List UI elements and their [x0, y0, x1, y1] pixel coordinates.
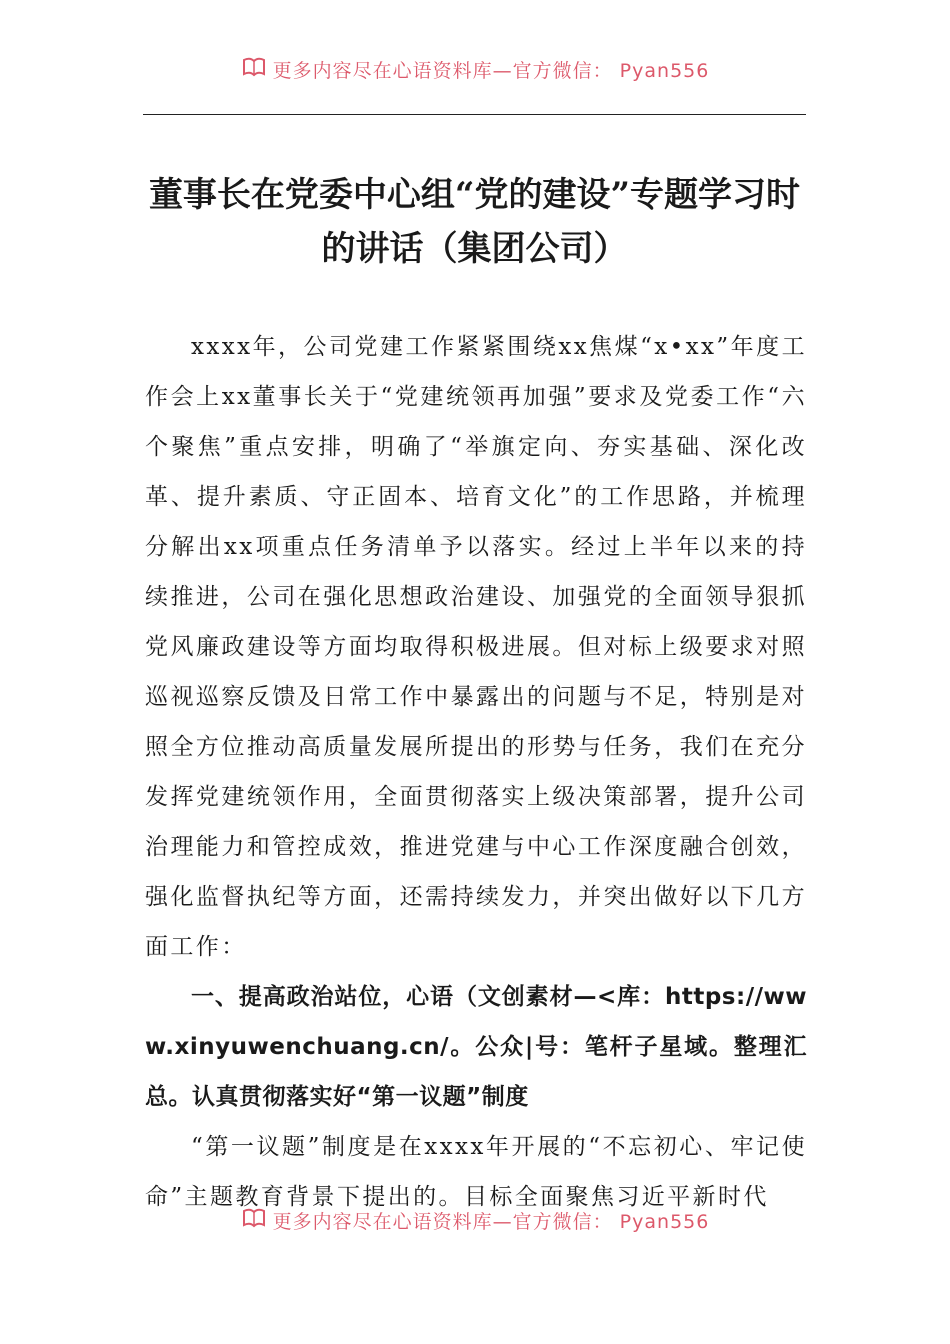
section-heading-1: 一、提高政治站位，心语（文创素材—<库：https://www.xinyuwenchuang.cn/。公众|号：笔杆子星域。整理汇总。认真贯彻落实好“第一议题”制度 — [145, 984, 807, 1110]
watermark-header — [0, 56, 950, 86]
watermark-text: 更多内容尽在心语资料库—官方微信： Pyan556 — [272, 60, 710, 82]
watermark-footer — [0, 1207, 950, 1237]
book-logo-icon — [241, 56, 267, 86]
header-rule — [143, 114, 806, 115]
watermark-text: 更多内容尽在心语资料库—官方微信： Pyan556 — [272, 1211, 710, 1233]
book-logo-icon — [241, 1207, 267, 1237]
paragraph-first-topic: “第一议题”制度是在xxxx年开展的“不忘初心、牢记使命”主题教育背景下提出的。目标全面聚焦习近平新时代 — [145, 1134, 807, 1210]
paragraph-intro: xxxx年，公司党建工作紧紧围绕xx焦煤“x•xx”年度工作会上xx董事长关于“党建统领再加强”要求及党委工作“六个聚焦”重点安排，明确了“举旗定向、夯实基础、深化改革、提升素质、守正固本、培育文化”的工作思路，并梳理分解出xx项重点任务清单予以落实。经过上半年以来的持续推进，公司在强化思想政治建设、加强党的全面领导狠抓党风廉政建设等方面均取得积极进展。但对标上级要求对照巡视巡察反馈及日常工作中暴露出的问题与不足，特别是对照全方位推动高质量发展所提出的形势与任务，我们在充分发挥党建统领作用，全面贯彻落实上级决策部署，提升公司治理能力和管控成效，推进党建与中心工作深度融合创效，强化监督执纪等方面，还需持续发力，并突出做好以下几方面工作： — [145, 334, 807, 960]
document-body — [145, 322, 807, 1222]
document-title: 董事长在党委中心组“党的建设”专题学习时的讲话（集团公司） — [148, 175, 801, 269]
